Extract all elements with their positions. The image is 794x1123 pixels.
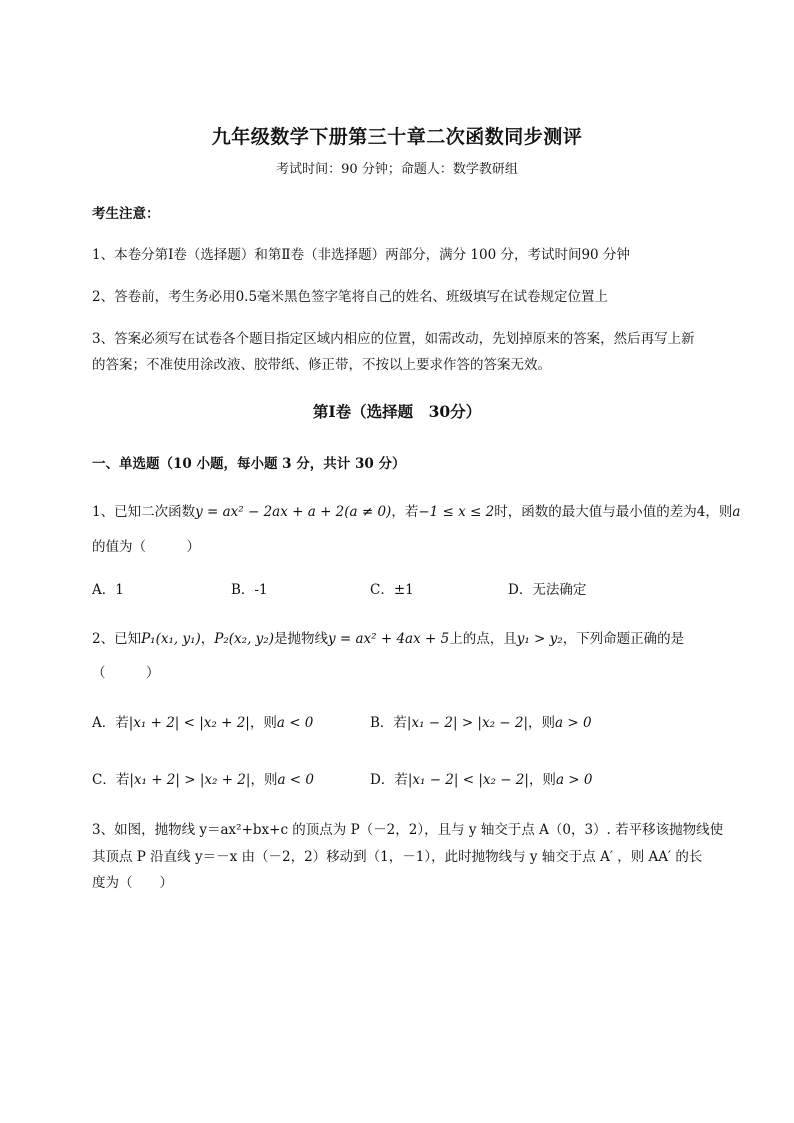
q2c-label: C．若 (92, 772, 130, 788)
q2a-expr: |x₁ + 2| < |x₂ + 2| (128, 715, 250, 731)
q2c-expr: |x₁ + 2| > |x₂ + 2| (129, 772, 251, 788)
question-1-line2: 的值为（ ） (92, 539, 200, 555)
question-2 (92, 627, 684, 647)
q1-suffix: 时，函数的最大值与最小值的差为4，则 (494, 504, 733, 520)
notice-item-3: 3、答案必须写在试卷各个题目指定区域内相应的位置，如需改动，先划掉原来的答案，然后再写上新 (92, 331, 695, 347)
q2-p2: P₂(x₂, y₂) (214, 631, 274, 647)
q1-option-a[interactable]: A．1 (92, 582, 124, 598)
q2-option-d[interactable] (370, 768, 592, 788)
question-3-line3: 度为（ ） (92, 875, 173, 891)
q1-option-d[interactable]: D．无法确定 (508, 582, 587, 598)
q2b-label: B．若 (370, 715, 407, 731)
q2d-result: a > 0 (555, 772, 593, 788)
part-heading: 一、单选题（10 小题，每小题 3 分，共计 30 分） (92, 456, 406, 472)
q2-mid2: 上的点，且 (449, 631, 517, 647)
q2a-then: ，则 (249, 715, 277, 731)
q1-range: −1 ≤ x ≤ 2 (418, 504, 495, 520)
q2-p1: P₁(x₁, y₁) (141, 631, 201, 647)
q1-formula: y = ax² − 2ax + a + 2(a ≠ 0) (195, 504, 392, 520)
q1-option-b[interactable]: B．-1 (231, 582, 268, 598)
page-subtitle: 考试时间：90 分钟；命题人：数学教研组 (276, 162, 518, 177)
section-title: 第Ⅰ卷（选择题 30分） (312, 402, 482, 421)
q1-option-c[interactable]: C．±1 (370, 582, 414, 598)
question-3-line1: 3、如图，抛物线 y＝ax²+bx+c 的顶点为 P（－2，2），且与 y 轴交于点 A（0，3）. 若平移该抛物线使 (92, 822, 724, 838)
q2-option-c[interactable] (92, 768, 314, 788)
question-2-line2: （ ） (92, 665, 160, 681)
q2a-result: a < 0 (276, 715, 314, 731)
q2-formula: y = ax² + 4ax + 5 (327, 631, 450, 647)
q1-prefix: 1、已知二次函数 (92, 504, 196, 520)
q2-option-b[interactable] (370, 711, 592, 731)
q2b-then: ，则 (528, 715, 556, 731)
question-3-line2: 其顶点 P 沿直线 y＝－x 由（－2，2）移动到（1，－1），此时抛物线与 y 轴交于点 A′ ，则 AA′ 的长 (92, 849, 703, 865)
q2b-result: a > 0 (555, 715, 592, 731)
q1-var: a (732, 504, 741, 520)
q2-option-a[interactable] (92, 711, 313, 731)
q2-cond: y₁ > y₂ (516, 631, 563, 647)
q2d-then: ，则 (528, 772, 556, 788)
q2d-expr: |x₁ − 2| < |x₂ − 2| (407, 772, 529, 788)
q2c-result: a < 0 (277, 772, 314, 788)
q2a-label: A．若 (92, 715, 129, 731)
q2-mid: 是抛物线 (273, 631, 328, 647)
notice-item-1: 1、本卷分第Ⅰ卷（选择题）和第Ⅱ卷（非选择题）两部分，满分 100 分，考试时间90 分钟 (92, 247, 630, 263)
q2c-then: ，则 (250, 772, 278, 788)
notice-item-2: 2、答卷前，考生务必用0.5毫米黑色签字笔将自己的姓名、班级填写在试卷规定位置上 (92, 289, 609, 305)
q2-suffix: ，下列命题正确的是 (562, 631, 685, 647)
q2-sep: ， (200, 631, 215, 647)
q2d-label: D．若 (370, 772, 408, 788)
q2-prefix: 2、已知 (92, 631, 142, 647)
q1-middle: ，若 (391, 504, 419, 520)
notice-item-3-cont: 的答案；不准使用涂改液、胶带纸、修正带，不按以上要求作答的答案无效。 (92, 357, 551, 373)
q2b-expr: |x₁ − 2| > |x₂ − 2| (406, 715, 529, 731)
question-1 (92, 500, 740, 520)
page-title: 九年级数学下册第三十章二次函数同步测评 (211, 126, 583, 148)
notice-heading: 考生注意： (92, 206, 160, 222)
